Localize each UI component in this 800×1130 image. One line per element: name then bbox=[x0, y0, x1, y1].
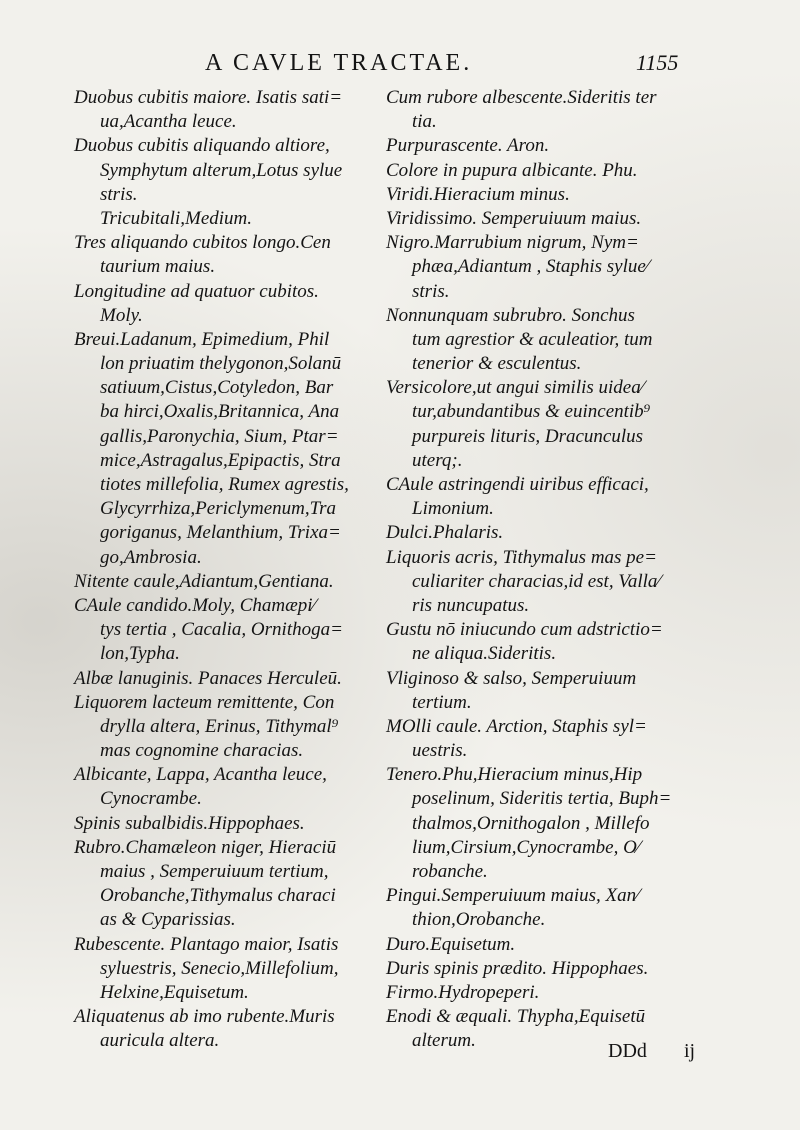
text-line: drylla altera, Erinus, Tithymal⁹ bbox=[100, 715, 339, 737]
text-line: Orobanche,Tithymalus characi bbox=[100, 885, 336, 907]
text-line: taurium maius. bbox=[100, 256, 216, 278]
text-line: culiariter characias,id est, Valla⁄ bbox=[412, 570, 661, 592]
text-line: satiuum,Cistus,Cotyledon, Bar bbox=[100, 377, 334, 399]
text-line: Albicante, Lappa, Acantha leuce, bbox=[74, 764, 327, 786]
text-line: uestris. bbox=[412, 740, 468, 762]
text-line: Dulci.Phalaris. bbox=[386, 522, 504, 544]
text-line: ris nuncupatus. bbox=[412, 594, 530, 616]
text-line: auricula altera. bbox=[100, 1030, 220, 1052]
text-line: gallis,Paronychia, Sium, Ptar= bbox=[100, 425, 339, 447]
text-line: CAule candido.Moly, Chamæpi⁄ bbox=[74, 594, 316, 616]
text-line: tertium. bbox=[412, 691, 472, 713]
text-line: Versicolore,ut angui similis uidea⁄ bbox=[386, 377, 644, 399]
text-line: uterq;. bbox=[412, 449, 463, 471]
text-line: syluestris, Senecio,Millefolium, bbox=[100, 957, 339, 979]
text-line: phæa,Adiantum , Staphis sylue⁄ bbox=[412, 256, 649, 278]
text-line: Viridi.Hieracium minus. bbox=[386, 183, 570, 205]
text-line: Firmo.Hydropeperi. bbox=[386, 981, 540, 1003]
text-line: lon,Typha. bbox=[100, 643, 180, 665]
text-line: Duobus cubitis aliquando altiore, bbox=[74, 135, 330, 157]
text-line: goriganus, Melanthium, Trixa= bbox=[100, 522, 341, 544]
text-line: Rubescente. Plantago maior, Isatis bbox=[74, 933, 339, 955]
text-line: maius , Semperuiuum tertium, bbox=[100, 861, 329, 882]
text-line: alterum. bbox=[412, 1030, 476, 1052]
page-number: 1155 bbox=[636, 50, 679, 75]
text-line: Limonium. bbox=[412, 498, 494, 520]
text-line: Longitudine ad quatuor cubitos. bbox=[74, 280, 319, 302]
text-line: Tenero.Phu,Hieracium minus,Hip bbox=[386, 764, 643, 786]
text-line: Vliginoso & salso, Semperuiuum bbox=[386, 667, 637, 689]
text-line: ba hirci,Oxalis,Britannica, Ana bbox=[100, 401, 340, 423]
text-line: Moly. bbox=[100, 304, 143, 326]
text-line: tia. bbox=[412, 111, 437, 133]
text-line: Tres aliquando cubitos longo.Cen bbox=[74, 232, 331, 254]
text-line: mas cognomine characias. bbox=[100, 740, 304, 762]
text-line: Liquoris acris, Tithymalus mas pe= bbox=[386, 546, 657, 568]
right-column bbox=[386, 86, 716, 1054]
text-line: Duro.Equisetum. bbox=[386, 933, 516, 955]
text-line: Aliquatenus ab imo rubente.Muris bbox=[74, 1006, 335, 1028]
text-line: tenerior & esculentus. bbox=[412, 353, 582, 375]
text-line: Gustu nō iniucundo cum adstrictio= bbox=[386, 619, 663, 641]
text-line: Duris spinis prædito. Hippophaes. bbox=[386, 957, 649, 979]
text-line: lon priuatim thelygonon,Solanū bbox=[100, 353, 342, 375]
text-line: Breui.Ladanum, Epimedium, Phil bbox=[74, 328, 330, 350]
catchword: ij bbox=[684, 1040, 696, 1062]
text-line: Tricubitali,Medium. bbox=[100, 207, 252, 229]
text-line: thion,Orobanche. bbox=[412, 909, 546, 931]
page-header bbox=[0, 50, 800, 78]
text-line: tur,abundantibus & euincentib⁹ bbox=[412, 401, 651, 423]
text-line: tum agrestior & aculeatior, tum bbox=[412, 328, 653, 350]
text-line: Symphytum alterum,Lotus sylue bbox=[100, 159, 343, 181]
text-line: MOlli caule. Arction, Staphis syl= bbox=[386, 715, 647, 737]
text-line: Glycyrrhiza,Periclymenum,Tra bbox=[100, 498, 337, 520]
text-line: Viridissimo. Semperuiuum maius. bbox=[386, 207, 642, 229]
text-line: ne aliqua.Sideritis. bbox=[412, 643, 557, 665]
text-line: Enodi & æquali. Thypha,Equisetū bbox=[386, 1006, 646, 1028]
text-line: stris. bbox=[100, 183, 138, 205]
text-line: thalmos,Ornithogalon , Millefo bbox=[412, 812, 650, 834]
text-line: mice,Astragalus,Epipactis, Stra bbox=[100, 449, 341, 471]
text-line: stris. bbox=[412, 280, 450, 302]
text-line: Pingui.Semperuiuum maius, Xan⁄ bbox=[386, 885, 640, 907]
text-line: Cum rubore albescente.Sideritis ter bbox=[386, 87, 657, 108]
text-line: Nonnunquam subrubro. Sonchus bbox=[386, 304, 635, 326]
text-line: robanche. bbox=[412, 861, 488, 882]
text-line: lium,Cirsium,Cynocrambe, O⁄ bbox=[412, 836, 640, 858]
text-line: tiotes millefolia, Rumex agrestis, bbox=[100, 474, 349, 495]
text-line: Helxine,Equisetum. bbox=[100, 981, 249, 1003]
signature-mark: DDd bbox=[608, 1040, 647, 1062]
text-line: Spinis subalbidis.Hippophaes. bbox=[74, 812, 305, 834]
text-line: Nitente caule,Adiantum,Gentiana. bbox=[74, 570, 334, 592]
text-line: Cynocrambe. bbox=[100, 788, 202, 810]
text-line: as & Cyparissias. bbox=[100, 909, 236, 931]
text-line: CAule astringendi uiribus efficaci, bbox=[386, 474, 649, 495]
text-line: Nigro.Marrubium nigrum, Nym= bbox=[386, 232, 639, 254]
text-line: go,Ambrosia. bbox=[100, 546, 202, 568]
running-title: A CAVLE TRACTAE. bbox=[205, 50, 473, 76]
text-line: Purpurascente. Aron. bbox=[386, 135, 550, 157]
text-line: Colore in pupura albicante. Phu. bbox=[386, 159, 638, 181]
text-line: Rubro.Chamæleon niger, Hieraciū bbox=[74, 836, 337, 858]
text-line: purpureis lituris, Dracunculus bbox=[412, 425, 643, 447]
text-line: Liquorem lacteum remittente, Con bbox=[74, 691, 335, 713]
page-footer bbox=[0, 1040, 800, 1068]
text-line: Duobus cubitis maiore. Isatis sati= bbox=[74, 87, 343, 108]
text-line: tys tertia , Cacalia, Ornithoga= bbox=[100, 619, 343, 641]
text-line: Albæ lanuginis. Panaces Herculeū. bbox=[74, 667, 342, 689]
text-line: poselinum, Sideritis tertia, Buph= bbox=[412, 788, 672, 810]
text-line: ua,Acantha leuce. bbox=[100, 111, 237, 133]
left-column bbox=[74, 86, 384, 1054]
